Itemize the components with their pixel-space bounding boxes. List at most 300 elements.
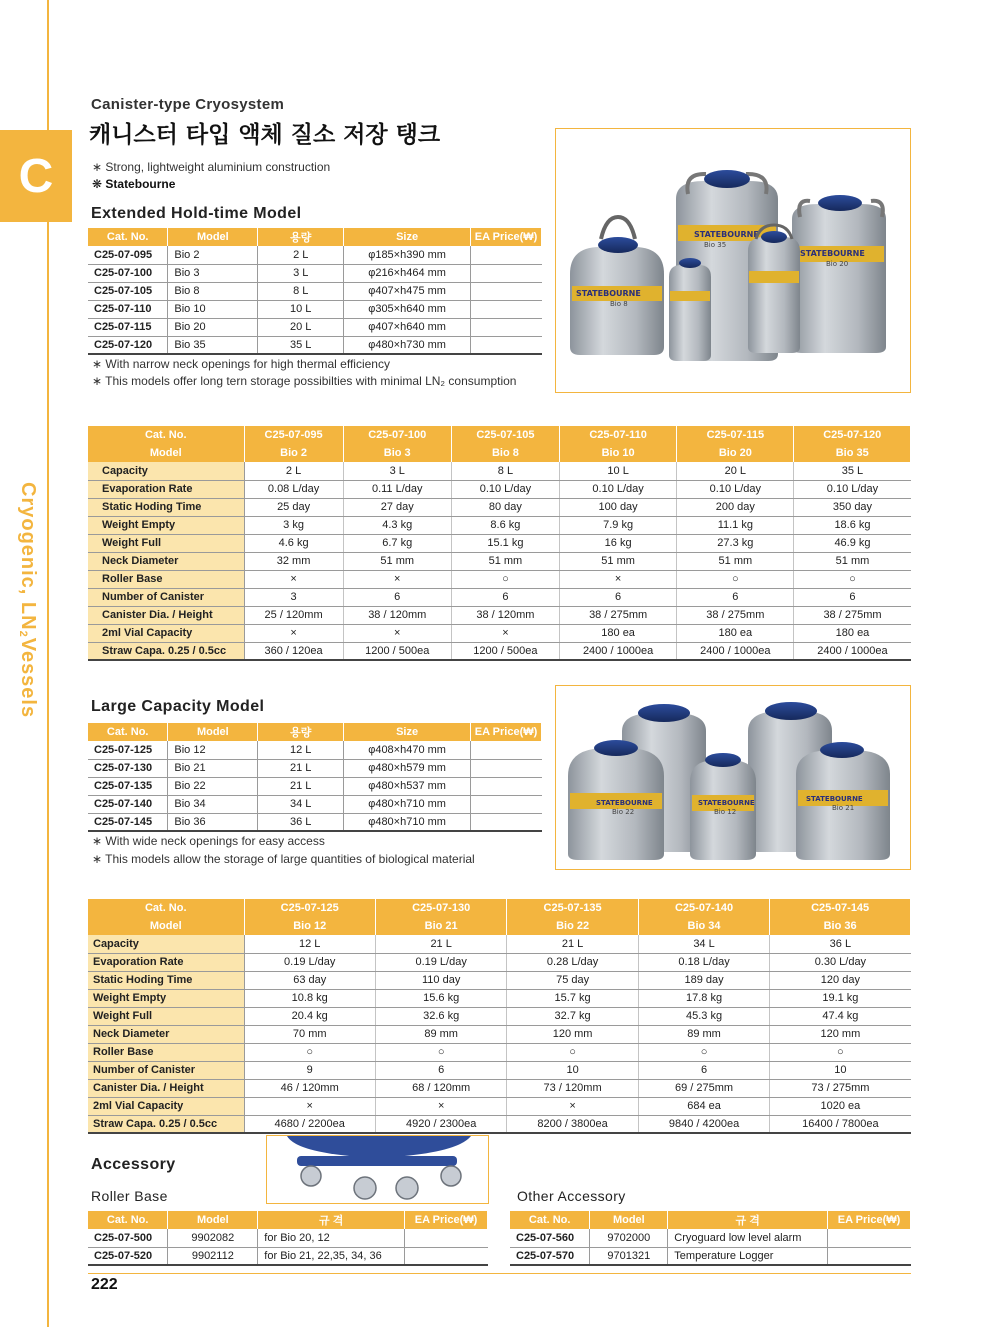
spec-value: ×: [507, 1097, 638, 1115]
tank-bio21: [796, 742, 890, 860]
tank-bio12: [690, 753, 756, 860]
table-cell: [405, 1247, 488, 1265]
spec-value: 38 / 120mm: [451, 606, 559, 624]
spec-value: 27.3 kg: [677, 534, 794, 552]
table-cell: [471, 795, 542, 813]
spec-value: 75 day: [507, 971, 638, 989]
table-cell: Cryoguard low level alarm: [668, 1229, 828, 1247]
table-cell: Temperature Logger: [668, 1247, 828, 1265]
table-cell: 36 L: [258, 813, 344, 831]
spec-row-label: Static Hoding Time: [88, 498, 244, 516]
column-header: Size: [344, 723, 471, 741]
svg-text:Bio 21: Bio 21: [832, 804, 855, 812]
table-cell: C25-07-120: [88, 336, 168, 354]
table-cell: 12 L: [258, 741, 344, 759]
spec-row-label: Weight Full: [88, 534, 244, 552]
column-header: EA Price(₩): [471, 228, 542, 246]
extended-note: ∗ With narrow neck openings for high thermal efficiency: [92, 357, 390, 371]
spec-value: 38 / 120mm: [343, 606, 451, 624]
spec-value: 89 mm: [375, 1025, 506, 1043]
spec-row-label: Weight Full: [88, 1007, 244, 1025]
table-cell: for Bio 20, 12: [258, 1229, 405, 1247]
svg-text:STATEBOURNE: STATEBOURNE: [800, 249, 865, 258]
spec-value: 6: [375, 1061, 506, 1079]
spec-value: 17.8 kg: [638, 989, 769, 1007]
spec-model: Bio 12: [244, 917, 375, 935]
tank-bio2: [669, 258, 711, 361]
spec-value: 684 ea: [638, 1097, 769, 1115]
column-header: Model: [168, 1211, 258, 1229]
table-cell: [471, 282, 542, 300]
table-cell: Bio 20: [168, 318, 258, 336]
table-cell: [471, 246, 542, 264]
section-side-label: [8, 482, 48, 722]
spec-value: 4.6 kg: [244, 534, 343, 552]
spec-value: 189 day: [638, 971, 769, 989]
spec-value: 2400 / 1000ea: [794, 642, 911, 660]
spec-value: 51 mm: [451, 552, 559, 570]
spec-row-label: Capacity: [88, 462, 244, 480]
column-header: Model: [168, 228, 258, 246]
spec-value: 6: [451, 588, 559, 606]
extended-summary-table: [88, 228, 542, 355]
spec-row: [88, 1079, 911, 1097]
svg-text:Bio 22: Bio 22: [612, 808, 635, 816]
page-title-ko: 캐니스터 타입 액체 질소 저장 탱크: [89, 122, 441, 148]
table-cell: φ185×h390 mm: [344, 246, 471, 264]
spec-value: 0.10 L/day: [451, 480, 559, 498]
table-cell: 21 L: [258, 759, 344, 777]
spec-model: Bio 21: [375, 917, 506, 935]
spec-value: 46.9 kg: [794, 534, 911, 552]
svg-text:STATEBOURNE: STATEBOURNE: [806, 795, 863, 803]
table-cell: φ407×h640 mm: [344, 318, 471, 336]
column-header: EA Price(₩): [828, 1211, 911, 1229]
table-cell: Bio 21: [168, 759, 258, 777]
page-number: 222: [91, 1276, 118, 1293]
column-header: 용량: [258, 228, 344, 246]
spec-value: ×: [244, 570, 343, 588]
table-cell: C25-07-130: [88, 759, 168, 777]
table-row: [88, 741, 542, 759]
table-cell: 9702000: [590, 1229, 668, 1247]
spec-value: 21 L: [375, 935, 506, 953]
svg-text:Bio 20: Bio 20: [826, 260, 849, 268]
spec-row-label: Number of Canister: [88, 1061, 244, 1079]
table-row: [510, 1229, 911, 1247]
table-cell: Bio 22: [168, 777, 258, 795]
table-cell: [471, 759, 542, 777]
spec-row: [88, 624, 911, 642]
spec-value: 16400 / 7800ea: [770, 1115, 911, 1133]
table-cell: 2 L: [258, 246, 344, 264]
spec-value: 25 / 120mm: [244, 606, 343, 624]
table-cell: 8 L: [258, 282, 344, 300]
spec-value: 15.1 kg: [451, 534, 559, 552]
table-row: [88, 795, 542, 813]
table-row: [88, 300, 542, 318]
spec-value: 73 / 275mm: [770, 1079, 911, 1097]
column-header: Cat. No.: [510, 1211, 590, 1229]
spec-value: 89 mm: [638, 1025, 769, 1043]
spec-value: ×: [244, 624, 343, 642]
spec-model: Bio 34: [638, 917, 769, 935]
table-row: [510, 1247, 911, 1265]
column-header: Model: [590, 1211, 668, 1229]
spec-value: 34 L: [638, 935, 769, 953]
spec-catno: C25-07-105: [451, 426, 559, 444]
table-cell: [471, 741, 542, 759]
extended-tanks-illustration: [556, 129, 911, 393]
table-row: [88, 759, 542, 777]
roller-base-illustration: [267, 1136, 489, 1204]
spec-value: 10 L: [560, 462, 677, 480]
spec-value: 6: [638, 1061, 769, 1079]
table-cell: Bio 8: [168, 282, 258, 300]
spec-value: 20 L: [677, 462, 794, 480]
spec-value: 0.08 L/day: [244, 480, 343, 498]
spec-value: 47.4 kg: [770, 1007, 911, 1025]
spec-row: [88, 570, 911, 588]
table-row: [88, 777, 542, 795]
spec-value: 180 ea: [677, 624, 794, 642]
spec-value: 0.30 L/day: [770, 953, 911, 971]
column-header: Model: [168, 723, 258, 741]
spec-value: 6: [560, 588, 677, 606]
spec-value: 73 / 120mm: [507, 1079, 638, 1097]
column-header: Cat. No.: [88, 228, 168, 246]
table-cell: C25-07-095: [88, 246, 168, 264]
spec-value: 2400 / 1000ea: [677, 642, 794, 660]
spec-row-label: 2ml Vial Capacity: [88, 624, 244, 642]
spec-value: 10: [770, 1061, 911, 1079]
extended-product-photo: [555, 128, 911, 393]
spec-row: [88, 462, 911, 480]
spec-value: 0.10 L/day: [677, 480, 794, 498]
extended-note: ∗ This models offer long tern storage possibilties with minimal LN₂ consumption: [92, 374, 517, 388]
spec-value: 8200 / 3800ea: [507, 1115, 638, 1133]
spec-catno: C25-07-100: [343, 426, 451, 444]
spec-value: 12 L: [244, 935, 375, 953]
table-cell: [828, 1247, 911, 1265]
svg-text:Bio 8: Bio 8: [610, 300, 628, 308]
spec-row: [88, 480, 911, 498]
spec-header-label: Cat. No.: [88, 899, 244, 917]
spec-row: [88, 953, 911, 971]
spec-value: 25 day: [244, 498, 343, 516]
spec-row-label: Weight Empty: [88, 989, 244, 1007]
table-cell: φ305×h640 mm: [344, 300, 471, 318]
table-row: [88, 318, 542, 336]
spec-value: 0.11 L/day: [343, 480, 451, 498]
spec-row: [88, 1025, 911, 1043]
spec-value: 6: [794, 588, 911, 606]
roller-base-heading: Roller Base: [91, 1188, 168, 1204]
spec-value: 0.19 L/day: [244, 953, 375, 971]
spec-value: ×: [451, 624, 559, 642]
extended-spec-table: [88, 426, 911, 661]
table-cell: 3 L: [258, 264, 344, 282]
spec-value: 51 mm: [794, 552, 911, 570]
svg-text:Bio 12: Bio 12: [714, 808, 737, 816]
spec-value: 68 / 120mm: [375, 1079, 506, 1097]
tank-bio3: [748, 225, 800, 353]
spec-model: Bio 8: [451, 444, 559, 462]
table-cell: [471, 813, 542, 831]
spec-catno: C25-07-095: [244, 426, 343, 444]
table-cell: C25-07-500: [88, 1229, 168, 1247]
side-label-main: Cryogenic, LN: [17, 482, 39, 631]
spec-header-label: Model: [88, 444, 244, 462]
spec-value: ○: [451, 570, 559, 588]
table-cell: Bio 2: [168, 246, 258, 264]
table-cell: 9902112: [168, 1247, 258, 1265]
table-cell: C25-07-135: [88, 777, 168, 795]
spec-value: ○: [507, 1043, 638, 1061]
extended-heading: Extended Hold-time Model: [91, 205, 302, 222]
table-cell: [471, 777, 542, 795]
table-cell: C25-07-520: [88, 1247, 168, 1265]
spec-value: 32.6 kg: [375, 1007, 506, 1025]
spec-value: 360 / 120ea: [244, 642, 343, 660]
table-cell: φ480×h730 mm: [344, 336, 471, 354]
spec-value: 9840 / 4200ea: [638, 1115, 769, 1133]
table-cell: [471, 318, 542, 336]
spec-row-label: Roller Base: [88, 570, 244, 588]
spec-value: 38 / 275mm: [794, 606, 911, 624]
spec-value: 11.1 kg: [677, 516, 794, 534]
spec-value: 1200 / 500ea: [343, 642, 451, 660]
spec-value: 36 L: [770, 935, 911, 953]
column-header: EA Price(₩): [405, 1211, 488, 1229]
table-cell: [471, 264, 542, 282]
spec-value: 6: [677, 588, 794, 606]
table-cell: C25-07-125: [88, 741, 168, 759]
spec-value: ○: [770, 1043, 911, 1061]
spec-value: 1020 ea: [770, 1097, 911, 1115]
spec-model: Bio 22: [507, 917, 638, 935]
tank-bio22: [568, 740, 664, 860]
spec-value: 100 day: [560, 498, 677, 516]
spec-row-label: Number of Canister: [88, 588, 244, 606]
table-cell: 10 L: [258, 300, 344, 318]
spec-row-label: Neck Diameter: [88, 1025, 244, 1043]
svg-text:STATEBOURNE: STATEBOURNE: [576, 289, 641, 298]
table-cell: Bio 34: [168, 795, 258, 813]
large-spec-table: [88, 899, 911, 1134]
spec-value: ○: [244, 1043, 375, 1061]
spec-value: 180 ea: [794, 624, 911, 642]
table-cell: 9701321: [590, 1247, 668, 1265]
spec-row: [88, 516, 911, 534]
spec-value: 0.28 L/day: [507, 953, 638, 971]
spec-value: 51 mm: [560, 552, 677, 570]
spec-row-label: Straw Capa. 0.25 / 0.5cc: [88, 642, 244, 660]
spec-catno: C25-07-135: [507, 899, 638, 917]
table-cell: C25-07-560: [510, 1229, 590, 1247]
spec-value: 15.6 kg: [375, 989, 506, 1007]
spec-value: 120 mm: [507, 1025, 638, 1043]
other-accessory-table: [510, 1211, 911, 1266]
spec-value: 51 mm: [677, 552, 794, 570]
spec-row-label: Evaporation Rate: [88, 480, 244, 498]
column-header: Cat. No.: [88, 723, 168, 741]
spec-value: 120 day: [770, 971, 911, 989]
spec-value: 8 L: [451, 462, 559, 480]
large-tanks-illustration: [556, 686, 911, 870]
spec-value: 8.6 kg: [451, 516, 559, 534]
footer-rule: [88, 1273, 911, 1274]
roller-base-photo: [266, 1135, 489, 1204]
roller-base-table: [88, 1211, 488, 1266]
table-cell: φ480×h537 mm: [344, 777, 471, 795]
spec-value: 80 day: [451, 498, 559, 516]
spec-model: Bio 36: [770, 917, 911, 935]
spec-value: 120 mm: [770, 1025, 911, 1043]
svg-text:STATEBOURNE: STATEBOURNE: [596, 799, 653, 807]
table-cell: C25-07-110: [88, 300, 168, 318]
table-cell: φ480×h710 mm: [344, 795, 471, 813]
column-header: 규 격: [668, 1211, 828, 1229]
column-header: Cat. No.: [88, 1211, 168, 1229]
side-label-sub: 2: [17, 630, 29, 638]
spec-row: [88, 606, 911, 624]
table-row: [88, 264, 542, 282]
table-cell: 9902082: [168, 1229, 258, 1247]
table-cell: [471, 336, 542, 354]
spec-value: 2400 / 1000ea: [560, 642, 677, 660]
table-cell: 34 L: [258, 795, 344, 813]
spec-value: 63 day: [244, 971, 375, 989]
spec-value: 69 / 275mm: [638, 1079, 769, 1097]
spec-row-label: Canister Dia. / Height: [88, 606, 244, 624]
tank-bio8: [570, 217, 664, 355]
side-label-tail: Vessels: [17, 637, 39, 719]
spec-row-label: 2ml Vial Capacity: [88, 1097, 244, 1115]
spec-value: 10.8 kg: [244, 989, 375, 1007]
spec-row: [88, 534, 911, 552]
column-header: Size: [344, 228, 471, 246]
spec-value: 3: [244, 588, 343, 606]
table-cell: C25-07-145: [88, 813, 168, 831]
table-cell: Bio 12: [168, 741, 258, 759]
table-cell: Bio 3: [168, 264, 258, 282]
spec-row-label: Roller Base: [88, 1043, 244, 1061]
page-title-en: Canister-type Cryosystem: [91, 96, 285, 113]
spec-value: 6: [343, 588, 451, 606]
spec-row: [88, 971, 911, 989]
column-header: EA Price(₩): [471, 723, 542, 741]
spec-catno: C25-07-145: [770, 899, 911, 917]
spec-value: 3 L: [343, 462, 451, 480]
spec-value: 18.6 kg: [794, 516, 911, 534]
brand-bullet: ❋ Statebourne: [92, 177, 176, 191]
spec-model: Bio 2: [244, 444, 343, 462]
spec-row: [88, 588, 911, 606]
spec-value: ○: [638, 1043, 769, 1061]
table-cell: 21 L: [258, 777, 344, 795]
table-row: [88, 336, 542, 354]
svg-text:STATEBOURNE: STATEBOURNE: [694, 230, 759, 239]
table-cell: φ407×h475 mm: [344, 282, 471, 300]
spec-value: 38 / 275mm: [560, 606, 677, 624]
spec-row-label: Canister Dia. / Height: [88, 1079, 244, 1097]
spec-value: 4.3 kg: [343, 516, 451, 534]
svg-text:STATEBOURNE: STATEBOURNE: [698, 799, 755, 807]
large-note: ∗ With wide neck openings for easy access: [92, 834, 325, 848]
spec-row: [88, 989, 911, 1007]
spec-model: Bio 20: [677, 444, 794, 462]
spec-value: ○: [375, 1043, 506, 1061]
spec-value: ×: [343, 624, 451, 642]
table-cell: [471, 300, 542, 318]
spec-header-label: Model: [88, 917, 244, 935]
spec-value: 32.7 kg: [507, 1007, 638, 1025]
spec-value: 16 kg: [560, 534, 677, 552]
table-row: [88, 1247, 488, 1265]
spec-value: 70 mm: [244, 1025, 375, 1043]
table-cell: C25-07-140: [88, 795, 168, 813]
spec-catno: C25-07-120: [794, 426, 911, 444]
spec-value: 7.9 kg: [560, 516, 677, 534]
spec-catno: C25-07-130: [375, 899, 506, 917]
spec-value: 4920 / 2300ea: [375, 1115, 506, 1133]
other-accessory-heading: Other Accessory: [517, 1188, 626, 1204]
spec-value: 35 L: [794, 462, 911, 480]
spec-value: 15.7 kg: [507, 989, 638, 1007]
table-cell: φ408×h470 mm: [344, 741, 471, 759]
spec-row-label: Capacity: [88, 935, 244, 953]
table-cell: [828, 1229, 911, 1247]
table-cell: φ216×h464 mm: [344, 264, 471, 282]
column-header: 용량: [258, 723, 344, 741]
spec-value: 200 day: [677, 498, 794, 516]
spec-value: 1200 / 500ea: [451, 642, 559, 660]
spec-value: 350 day: [794, 498, 911, 516]
table-row: [88, 1229, 488, 1247]
spec-value: 4680 / 2200ea: [244, 1115, 375, 1133]
spec-row: [88, 1097, 911, 1115]
table-cell: for Bio 21, 22,35, 34, 36: [258, 1247, 405, 1265]
spec-value: 180 ea: [560, 624, 677, 642]
spec-value: 3 kg: [244, 516, 343, 534]
spec-value: 9: [244, 1061, 375, 1079]
spec-value: 0.18 L/day: [638, 953, 769, 971]
large-summary-table: [88, 723, 542, 832]
spec-value: 6.7 kg: [343, 534, 451, 552]
spec-catno: C25-07-110: [560, 426, 677, 444]
section-tab: C: [0, 130, 72, 222]
tank-bio20: [792, 195, 886, 353]
spec-value: 10: [507, 1061, 638, 1079]
spec-value: 0.10 L/day: [560, 480, 677, 498]
spec-catno: C25-07-125: [244, 899, 375, 917]
table-row: [88, 813, 542, 831]
table-cell: 20 L: [258, 318, 344, 336]
table-cell: C25-07-115: [88, 318, 168, 336]
spec-value: 38 / 275mm: [677, 606, 794, 624]
spec-value: ×: [244, 1097, 375, 1115]
spec-value: ○: [677, 570, 794, 588]
spec-row-label: Weight Empty: [88, 516, 244, 534]
large-heading: Large Capacity Model: [91, 698, 265, 715]
table-cell: Bio 35: [168, 336, 258, 354]
table-cell: φ480×h710 mm: [344, 813, 471, 831]
spec-model: Bio 3: [343, 444, 451, 462]
spec-row: [88, 1043, 911, 1061]
feature-bullet: ∗ Strong, lightweight aluminium construction: [92, 160, 331, 174]
spec-model: Bio 35: [794, 444, 911, 462]
